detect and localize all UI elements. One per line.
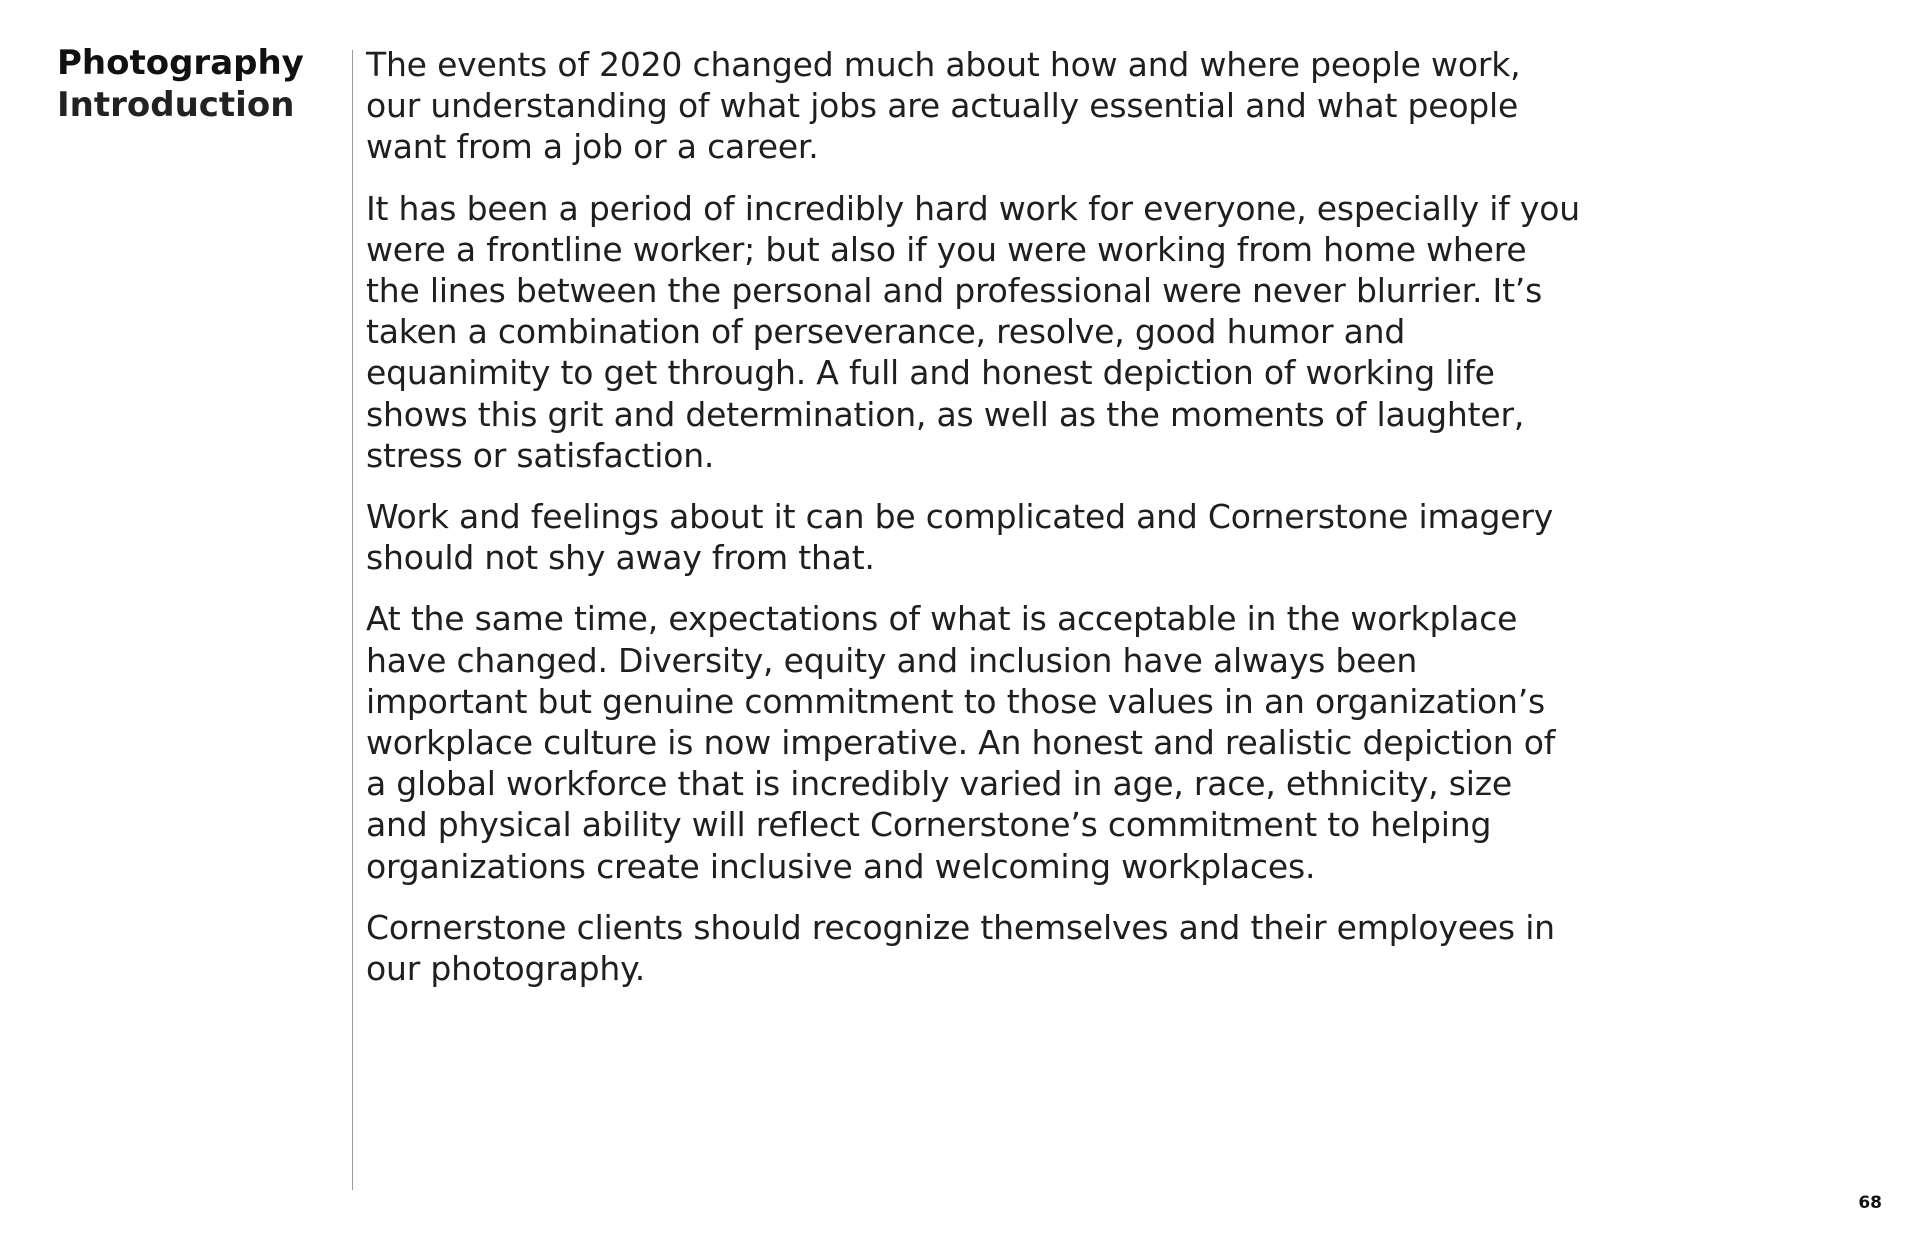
section-heading [57, 42, 327, 126]
section-title: Photography [57, 43, 304, 83]
paragraph-2: It has been a period of incredibly hard work for everyone, especially if you were a frontline worker; but also if you were working from home where the lines between the personal and professional were never blurrier. It’s taken a combination of perseverance, resolve, good humor and equanimity to get through. A full and honest depiction of working life shows this grit and determination, as well as the moments of laughter, stress or satisfaction. [366, 188, 1580, 475]
section-subtitle: Introduction [57, 85, 295, 125]
vertical-divider [352, 50, 353, 1190]
body-text [366, 44, 1581, 1009]
paragraph-5: Cornerstone clients should recognize themselves and their employees in our photography. [366, 907, 1555, 989]
paragraph-1: The events of 2020 changed much about how and where people work, our understanding of what jobs are actually essential and what people want from a job or a career. [366, 45, 1521, 167]
paragraph-3: Work and feelings about it can be complicated and Cornerstone imagery should not shy away from that. [366, 497, 1554, 578]
page-number: 68 [1858, 1193, 1882, 1213]
paragraph-4: At the same time, expectations of what is acceptable in the workplace have changed. Diversity, equity and inclusion have always been important but genuine commitment to those values in an organization’s workplace culture is now imperative. An honest and realistic depiction of a global workforce that is incredibly varied in age, race, ethnicity, size and physical ability will reflect Cornerstone’s commitment to helping organizations create inclusive and welcoming workplaces. [366, 599, 1556, 886]
